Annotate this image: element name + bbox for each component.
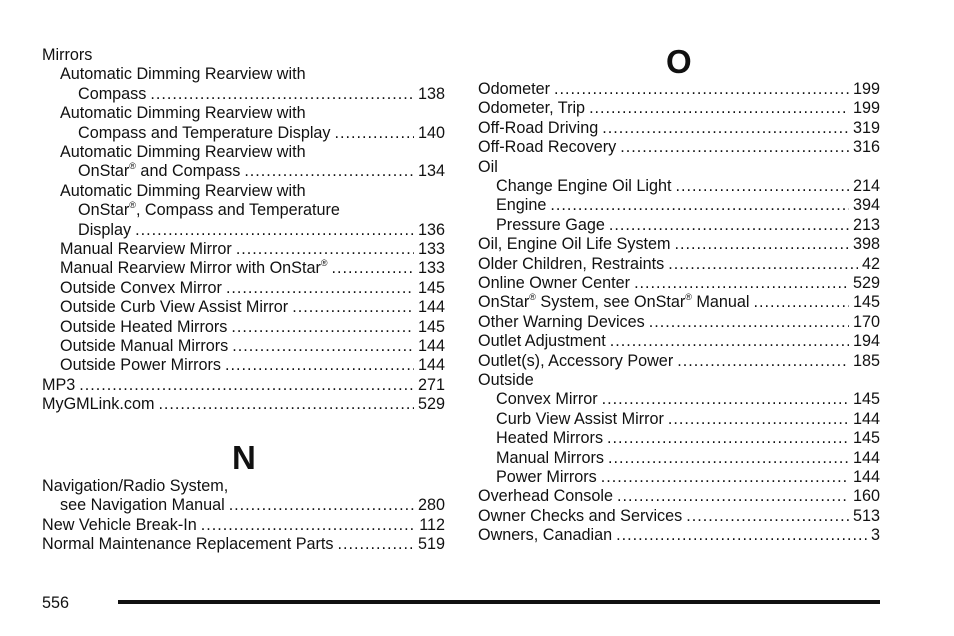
dot-leader	[677, 352, 849, 371]
dot-leader	[332, 259, 414, 278]
dot-leader	[617, 487, 849, 506]
dot-leader	[602, 119, 849, 138]
index-entry	[478, 507, 880, 526]
index-entry-text: Compass	[78, 84, 147, 103]
dot-leader	[550, 196, 849, 215]
index-entry-text: Odometer	[478, 80, 550, 98]
dot-leader	[609, 216, 849, 235]
index-entry	[78, 221, 445, 240]
footer-rule	[118, 600, 880, 604]
index-entry-text: Online Owner Center	[478, 274, 631, 292]
index-entry	[478, 138, 880, 157]
dot-leader	[676, 177, 849, 196]
index-entry-page: 280	[417, 496, 445, 515]
index-entry-text: Off-Road Recovery	[478, 138, 617, 157]
dot-leader	[607, 429, 849, 448]
dot-leader	[225, 356, 414, 375]
index-entry	[496, 449, 880, 468]
index-entry-page: 213	[852, 215, 880, 234]
index-entry	[60, 143, 445, 162]
index-entry	[42, 376, 445, 395]
dot-leader	[554, 80, 849, 99]
index-entry-page: 394	[852, 196, 880, 215]
index-entry-page: 194	[852, 332, 880, 351]
index-entry-text: Navigation/Radio System,	[42, 477, 229, 495]
index-entry	[478, 235, 880, 254]
index-entry-page: 138	[417, 84, 445, 103]
dot-leader	[244, 162, 414, 181]
dot-leader	[686, 507, 849, 526]
index-entry	[496, 410, 880, 429]
index-entry-text: Owners, Canadian	[478, 526, 613, 545]
dot-leader	[610, 332, 849, 351]
index-entry-text: Outlet(s), Accessory Power	[478, 351, 674, 370]
index-entry-text: OnStar® System, see OnStar® Manual	[478, 292, 750, 312]
index-entry-text: Convex Mirror	[496, 390, 598, 409]
index-entry-page: 144	[852, 448, 880, 467]
index-entry-text: see Navigation Manual	[60, 496, 225, 515]
index-entry-text: Automatic Dimming Rearview with	[60, 181, 306, 200]
index-entry-text: Heated Mirrors	[496, 429, 604, 448]
index-entry	[60, 318, 445, 337]
index-entry-page: 136	[417, 220, 445, 239]
index-entry	[478, 274, 880, 293]
index-entry-page: 140	[417, 123, 445, 142]
index-entry-page: 145	[417, 278, 445, 297]
index-entry	[42, 477, 445, 496]
index-entry	[42, 535, 445, 554]
index-entry	[78, 124, 445, 143]
index-entry-page: 398	[852, 235, 880, 254]
index-entry	[478, 119, 880, 138]
index-entry-page: 513	[852, 506, 880, 525]
dot-leader	[616, 526, 867, 545]
index-entry	[478, 80, 880, 99]
index-entry-text: Other Warning Devices	[478, 312, 645, 331]
dot-leader	[135, 221, 414, 240]
index-entry-page: 271	[417, 375, 445, 394]
index-entry-page: 144	[852, 409, 880, 428]
dot-leader	[634, 274, 849, 293]
index-entry-page: 134	[417, 162, 445, 181]
index-entry-text: MP3	[42, 375, 76, 394]
index-entry	[60, 279, 445, 298]
index-entry-text: MyGMLink.com	[42, 395, 155, 414]
index-entry-text: Oil	[478, 157, 498, 176]
index-entry-text: Outside Curb View Assist Mirror	[60, 298, 289, 317]
dot-leader	[158, 395, 414, 414]
index-entry	[78, 201, 445, 220]
dot-leader	[236, 240, 414, 259]
index-entry-page: 199	[852, 99, 880, 118]
index-entry-text: OnStar® and Compass	[78, 161, 241, 181]
index-entry-page: 529	[417, 395, 445, 414]
index-entry-page: 316	[852, 138, 880, 157]
index-entry-page: 144	[852, 468, 880, 486]
index-entry-page: 112	[419, 515, 445, 534]
index-entry-page: 3	[870, 526, 880, 545]
dot-leader	[292, 298, 414, 317]
index-entry-page: 145	[417, 317, 445, 336]
index-entry-text: Oil, Engine Oil Life System	[478, 235, 671, 254]
index-entry-page: 170	[852, 312, 880, 331]
index-entry	[60, 259, 445, 278]
index-entry-text: Owner Checks and Services	[478, 506, 683, 525]
index-entry-text: OnStar®, Compass and Temperature	[78, 200, 340, 220]
index-entry-page: 160	[852, 487, 880, 506]
index-entry-page: 145	[852, 390, 880, 409]
index-entry	[60, 496, 445, 515]
index-entry-text: Older Children, Restraints	[478, 254, 665, 273]
index-entry	[496, 468, 880, 487]
index-entry-text: Outside Heated Mirrors	[60, 317, 228, 336]
index-entry	[478, 352, 880, 371]
index-entry-text: Mirrors	[42, 46, 93, 64]
index-entry	[478, 158, 880, 177]
dot-leader	[335, 124, 414, 143]
index-entry	[60, 182, 445, 201]
dot-leader	[589, 99, 849, 118]
index-entry	[60, 298, 445, 317]
index-entry-page: 519	[417, 535, 445, 554]
index-entry	[496, 196, 880, 215]
dot-leader	[620, 138, 849, 157]
dot-leader	[602, 390, 849, 409]
index-entry-text: Outside	[478, 371, 534, 389]
dot-leader	[79, 376, 414, 395]
index-entry	[42, 516, 445, 535]
dot-leader	[601, 468, 849, 487]
dot-leader	[232, 337, 414, 356]
index-entry-text: Automatic Dimming Rearview with	[60, 65, 306, 84]
index-entry-page: 144	[417, 337, 445, 355]
index-entry	[42, 395, 445, 414]
index-entry-text: Off-Road Driving	[478, 118, 599, 137]
index-entry	[78, 85, 445, 104]
index-entry-text: Curb View Assist Mirror	[496, 409, 664, 428]
index-entry	[60, 65, 445, 84]
section-letter-n: N	[232, 439, 256, 476]
page-number: 556	[42, 594, 70, 612]
dot-leader	[608, 449, 849, 468]
index-entry-page: 133	[417, 259, 445, 278]
dot-leader	[668, 410, 849, 429]
index-entry	[478, 526, 880, 545]
index-entry-text: Outside Convex Mirror	[60, 278, 222, 297]
index-entry-page: 42	[861, 254, 880, 273]
section-letter-o: O	[666, 43, 692, 80]
index-entry-text: Outlet Adjustment	[478, 332, 606, 351]
index-entry	[496, 429, 880, 448]
dot-leader	[649, 313, 849, 332]
dot-leader	[201, 516, 415, 535]
index-entry-text: Outside Manual Mirrors	[60, 337, 229, 355]
index-entry	[496, 177, 880, 196]
index-entry-page: 214	[852, 177, 880, 195]
index-entry-text: Display	[78, 220, 132, 239]
dot-leader	[675, 235, 849, 254]
index-entry-page: 133	[417, 240, 445, 258]
index-entry-page: 185	[852, 351, 880, 370]
index-entry	[60, 104, 445, 123]
index-entry-text: Manual Rearview Mirror	[60, 240, 232, 258]
index-entry-text: Automatic Dimming Rearview with	[60, 143, 306, 161]
index-entry-text: Outside Power Mirrors	[60, 356, 222, 375]
dot-leader	[338, 535, 414, 554]
dot-leader	[754, 293, 849, 312]
index-entry	[478, 313, 880, 332]
index-entry-text: Automatic Dimming Rearview with	[60, 104, 306, 123]
index-entry	[60, 337, 445, 356]
index-entry	[42, 46, 445, 65]
index-entry-text: Compass and Temperature Display	[78, 123, 331, 142]
index-entry-page: 529	[852, 274, 880, 292]
index-entry-text: Manual Mirrors	[496, 448, 604, 467]
index-entry-page: 145	[852, 293, 880, 312]
dot-leader	[229, 496, 414, 515]
index-entry-text: Odometer, Trip	[478, 99, 586, 118]
index-entry	[496, 390, 880, 409]
index-entry-text: Normal Maintenance Replacement Parts	[42, 535, 334, 554]
dot-leader	[668, 255, 858, 274]
index-entry-text: Manual Rearview Mirror with OnStar®	[60, 258, 328, 278]
index-entry	[60, 356, 445, 375]
index-entry-text: Engine	[496, 196, 547, 215]
index-entry-page: 319	[852, 118, 880, 137]
index-entry	[478, 487, 880, 506]
dot-leader	[226, 279, 414, 298]
index-entry-page: 199	[852, 80, 880, 98]
index-entry-text: Power Mirrors	[496, 468, 597, 486]
index-entry-text: Overhead Console	[478, 487, 613, 506]
index-entry-page: 144	[417, 356, 445, 375]
index-entry	[496, 216, 880, 235]
dot-leader	[150, 85, 414, 104]
index-entry-text: Change Engine Oil Light	[496, 177, 672, 195]
index-entry	[478, 255, 880, 274]
index-entry-page: 145	[852, 429, 880, 448]
index-entry	[478, 293, 880, 312]
index-entry	[478, 371, 880, 390]
index-entry-page: 144	[417, 298, 445, 317]
index-entry-text: Pressure Gage	[496, 215, 605, 234]
dot-leader	[231, 318, 414, 337]
index-entry-text: New Vehicle Break-In	[42, 515, 197, 534]
index-entry	[478, 99, 880, 118]
index-entry	[478, 332, 880, 351]
index-entry	[78, 162, 445, 181]
index-entry	[60, 240, 445, 259]
